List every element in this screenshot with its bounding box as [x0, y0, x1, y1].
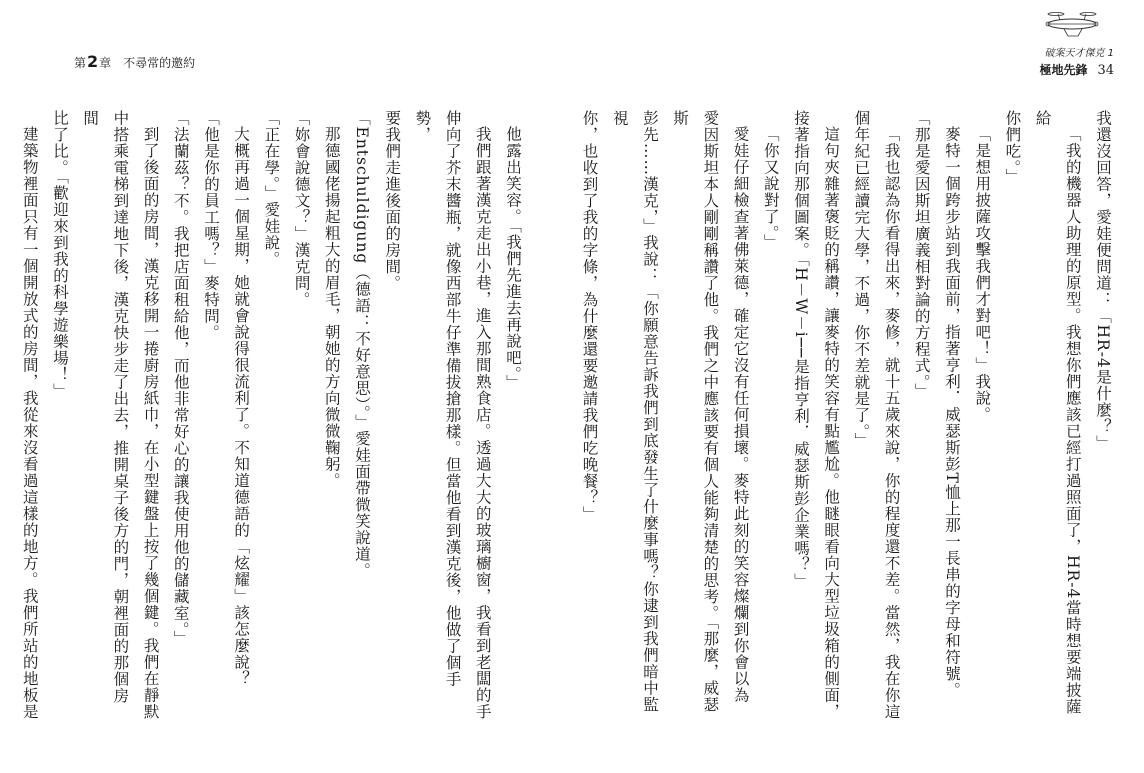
text-column: 接著指向那個圖案。「H－W－i──是指亨利．威瑟斯彭企業嗎？」	[791, 110, 810, 590]
text-column: 「Entschuldigung（德語：不好意思）。」愛娃面帶微笑說道。	[352, 110, 371, 579]
chapter-number: 2	[87, 52, 99, 71]
text-column: 那德國佬揚起粗大的眉毛，朝她的方向微微鞠躬。	[322, 125, 341, 489]
text-column: 我們跟著漢克走出小巷，進入那間熟食店。透過大大的玻璃櫥窗，我看到老闆的手	[473, 125, 492, 720]
text-column: 「我也認為你看得出來，麥修，就十五歲來說，你的程度還不差。當然，我在你這	[882, 125, 901, 720]
text-column: 伸向了芥末醬瓶，就像西部牛仔準備拔搶那樣。但當他看到漢克後，他做了個手勢，	[413, 110, 462, 688]
chapter-title: 不尋常的邀約	[123, 56, 196, 70]
text-column: 建築物裡面只有一個開放式的房間，我從來沒看過這樣的地方。我們所站的地板是	[20, 125, 39, 720]
chapter-prefix: 第	[74, 56, 87, 70]
chapter-suffix: 章	[99, 56, 112, 70]
text-column: 「那是愛因斯坦廣義相對論的方程式。」	[912, 110, 931, 400]
text-column: 「他是你的員工嗎？」麥特問。	[201, 110, 220, 341]
chapter-header	[74, 52, 195, 71]
airship-icon	[1030, 10, 1110, 44]
page-number: 34	[1097, 63, 1114, 78]
text-column: 愛因斯坦本人剛剛稱讚了他。我們之中應該要有個人能夠清楚的思考。「那麼，威瑟斯	[671, 110, 720, 713]
text-column: 大概再過一個星期，她就會說得很流利了。不知道德語的「炫耀」該怎麼說？	[232, 125, 251, 687]
text-column: 中搭乘電梯到達地下後，漢克快步走了出去，推開桌子後方的門，朝裡面的那個房間	[81, 110, 130, 704]
text-column: 「是想用披薩攻擊我們才對吧！」我說。	[973, 125, 992, 423]
series-title: 破案天才傑克 1	[1044, 48, 1114, 59]
right-page-body	[580, 110, 1118, 720]
book-header	[1039, 44, 1114, 78]
text-column: 你們吃。」	[1003, 110, 1022, 185]
text-column: 麥特一個跨步站到我面前，指著亨利．威瑟斯彭T恤上那一長串的字母和符號。	[942, 125, 961, 698]
text-column: 「你又說對了。」	[761, 125, 780, 250]
text-column: 比了比。「歡迎來到我的科學遊樂場！」	[50, 110, 69, 400]
book-title: 極地先鋒	[1039, 63, 1088, 77]
text-column: 你，也收到了我的字條，為什麼還要邀請我們吃晚餐？」	[580, 110, 599, 523]
text-column: 「我的機器人助理的原型。我想你們應該已經打過照面了，HR-4當時想要端披薩給	[1033, 110, 1082, 715]
text-column: 彭先……漢克，」我說：「你願意告訴我們到底發生了什麼事嗎？你逮到我們暗中監視	[610, 110, 659, 713]
text-column: 要我們走進後面的房間。	[383, 110, 402, 292]
text-column: 「正在學。」愛娃說。	[262, 110, 281, 268]
text-column: 個年紀已經讀完大學，不過，你不差就是了。」	[852, 110, 871, 449]
text-column: 他露出笑容。「我們先進去再說吧。」	[504, 125, 522, 391]
text-column: 到了後面的房間，漢克移開一捲廚房紙巾，在小型鍵盤上按了幾個鍵。我們在靜默	[141, 125, 160, 720]
text-column: 「妳會說德文？」漢克問。	[292, 110, 311, 308]
text-column: 「法蘭茲？不。我把店面租給他，而他非常好心的讓我使用他的儲藏室。」	[171, 110, 190, 647]
text-column: 我還沒回答，愛娃便問道：「HR-4是什麼？」	[1094, 110, 1112, 452]
right-page	[572, 0, 1144, 773]
text-column: 這句夾雜著褒貶的稱讚，讓麥特的笑容有點尷尬。他瞇眼看向大型垃圾箱的側面，	[822, 125, 841, 720]
left-page-body	[20, 110, 528, 720]
text-column: 愛娃仔細檢查著佛萊德，確定它沒有任何損壞。麥特此刻的笑容燦爛到你會以為	[731, 125, 750, 703]
